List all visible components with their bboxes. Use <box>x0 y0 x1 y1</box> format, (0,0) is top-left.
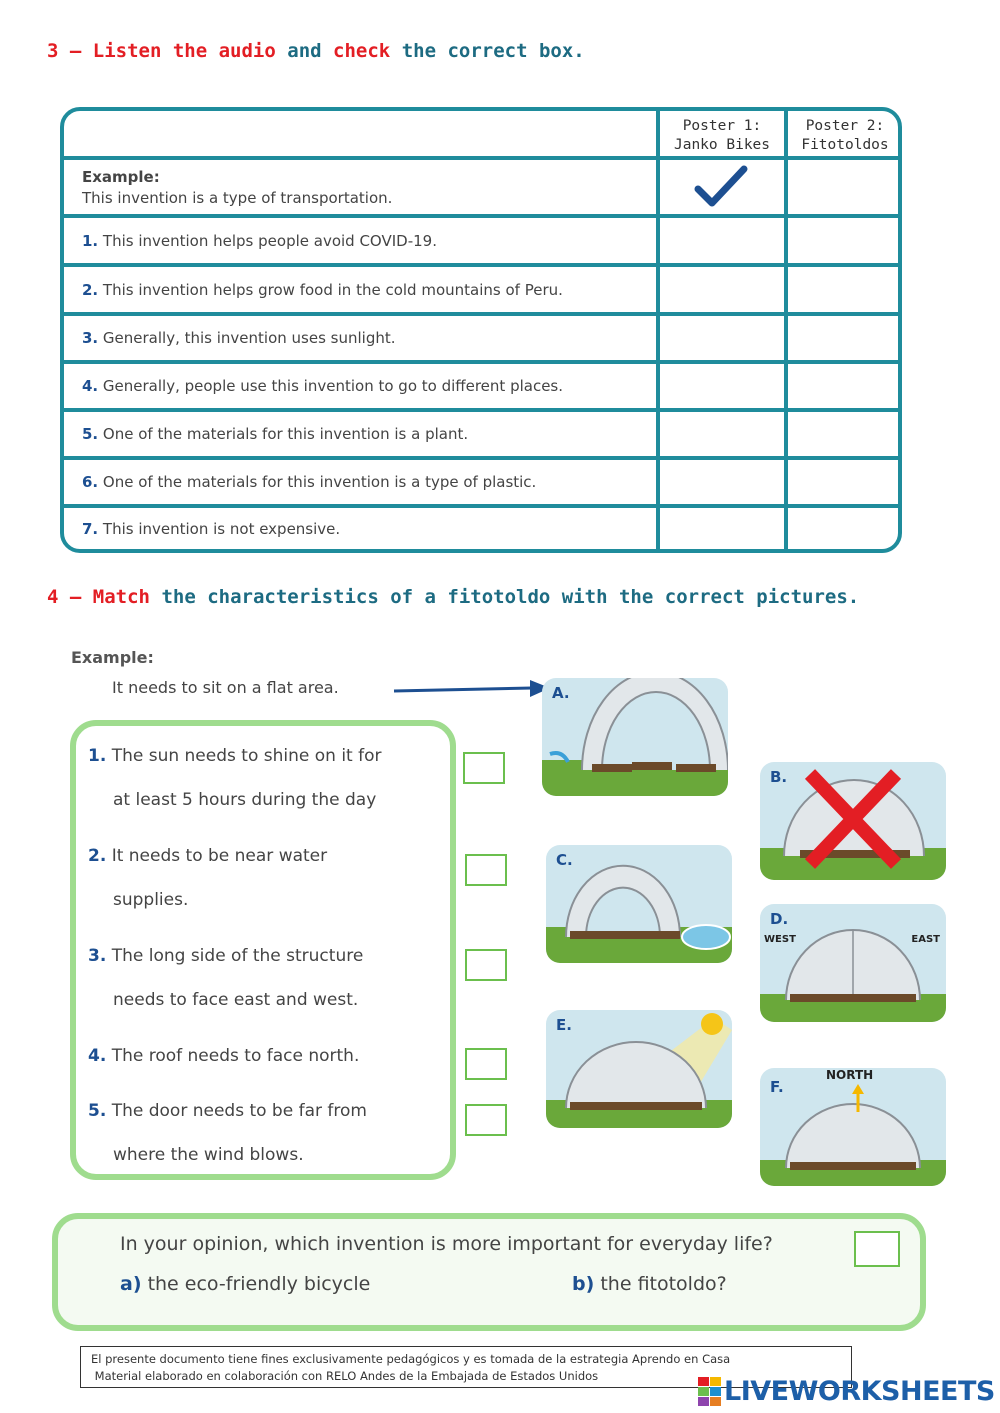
row-statement <box>82 425 648 443</box>
picture-a-letter: A. <box>552 684 570 702</box>
header-poster-1-line2: Janko Bikes <box>673 137 771 153</box>
opinion-option-b-label: b) <box>572 1273 595 1295</box>
section-4-heading <box>47 586 859 608</box>
match-item-line-2: needs to face east and west. <box>113 990 359 1010</box>
section-3-word-listen: Listen the audio <box>92 40 276 62</box>
example-label: Example: <box>82 168 160 186</box>
example-cell <box>82 167 648 209</box>
picture-d-letter: D. <box>770 910 789 928</box>
section-3-word-check: check <box>333 40 391 62</box>
row-text: Generally, people use this invention to go to different places. <box>102 377 564 395</box>
header-poster-1 <box>656 111 784 156</box>
greenhouse-north-icon <box>760 1068 946 1186</box>
checkmark-icon <box>692 163 752 213</box>
section-3-word-rest: the correct box. <box>401 40 585 62</box>
check-cell-poster-2[interactable] <box>784 412 902 456</box>
example-check-poster-1[interactable] <box>656 160 784 214</box>
row-number: 2. <box>82 280 99 299</box>
row-text: This invention is not expensive. <box>102 519 341 538</box>
row-text: One of the materials for this invention is a type of plastic. <box>102 473 537 491</box>
row-number: 1. <box>82 231 99 250</box>
footer-line-1: El presente documento tiene fines exclusivamente pedagógicos y es tomada de la estrategia Aprendo en Casa <box>91 1352 731 1366</box>
picture-d <box>760 904 946 1022</box>
row-statement <box>82 281 648 299</box>
match-item-line-1: The long side of the structure <box>111 946 364 966</box>
check-cell-poster-2[interactable] <box>784 364 902 408</box>
match-item-line-2: at least 5 hours during the day <box>113 790 377 810</box>
row-number: 4. <box>82 377 99 395</box>
match-item <box>88 1034 413 1078</box>
check-cell-poster-2[interactable] <box>784 508 902 553</box>
example-text: This invention is a type of transportation. <box>82 189 393 207</box>
picture-f <box>760 1068 946 1186</box>
header-poster-1-line1: Poster 1: <box>682 118 762 134</box>
match-item-line-1: It needs to be near water <box>111 846 328 866</box>
answer-box-5[interactable] <box>465 1104 507 1136</box>
table-row <box>64 508 898 553</box>
row-text: Generally, this invention uses sunlight. <box>102 329 396 347</box>
table-row <box>64 364 898 412</box>
liveworksheets-brand: LIVEWORKSHEETS <box>724 1376 995 1407</box>
table-row <box>64 412 898 460</box>
section-3-number: 3 – <box>47 40 82 62</box>
row-statement <box>82 377 648 395</box>
example-check-poster-2[interactable] <box>784 160 902 214</box>
opinion-option-b <box>572 1273 727 1295</box>
match-item <box>88 934 413 1022</box>
table-row <box>64 316 898 364</box>
match-item-line-1: The roof needs to face north. <box>111 1046 360 1066</box>
picture-f-letter: F. <box>770 1078 784 1096</box>
answer-box-4[interactable] <box>465 1048 507 1080</box>
footer-line-2: Material elaborado en colaboración con RELO Andes de la Embajada de Estados Unidos <box>91 1369 599 1383</box>
header-poster-2-line2: Fitotoldos <box>801 137 889 153</box>
opinion-option-b-text: the fitotoldo? <box>600 1273 727 1295</box>
section-3-heading <box>47 40 585 62</box>
table-row <box>64 267 898 316</box>
row-number: 3. <box>82 329 99 347</box>
greenhouse-wind-icon <box>760 762 946 880</box>
row-text: This invention helps grow food in the cold mountains of Peru. <box>102 280 563 299</box>
greenhouse-front-icon <box>760 904 946 1022</box>
header-poster-2-line1: Poster 2: <box>805 118 885 134</box>
row-number: 6. <box>82 473 99 491</box>
picture-d-west-label: WEST <box>764 934 796 945</box>
answer-box-3[interactable] <box>465 949 507 981</box>
check-cell-poster-1[interactable] <box>656 460 784 504</box>
greenhouse-sun-icon <box>546 1010 732 1128</box>
picture-d-east-label: EAST <box>911 934 940 945</box>
match-item-line-2: where the wind blows. <box>113 1145 304 1165</box>
opinion-question: In your opinion, which invention is more important for everyday life? <box>120 1233 773 1255</box>
section-3-word-and: and <box>287 40 322 62</box>
match-example-text: It needs to sit on a flat area. <box>112 678 339 697</box>
check-cell-poster-1[interactable] <box>656 364 784 408</box>
match-item-number: 5. <box>88 1101 107 1121</box>
opinion-option-a-label: a) <box>120 1273 142 1295</box>
picture-a <box>542 678 728 796</box>
row-statement <box>82 329 648 347</box>
check-cell-poster-1[interactable] <box>656 218 784 263</box>
row-number: 5. <box>82 425 99 443</box>
opinion-option-a <box>120 1273 370 1295</box>
match-item-number: 2. <box>88 846 107 866</box>
match-example-label: Example: <box>71 648 154 667</box>
match-item-line-2: supplies. <box>113 890 189 910</box>
opinion-option-a-text: the eco-friendly bicycle <box>147 1273 371 1295</box>
picture-b-letter: B. <box>770 768 788 786</box>
row-statement <box>82 232 648 250</box>
answer-box-2[interactable] <box>465 854 507 886</box>
greenhouse-water-icon <box>546 845 732 963</box>
greenhouse-icon <box>542 678 728 796</box>
match-item-number: 1. <box>88 746 107 766</box>
header-poster-2 <box>784 111 902 156</box>
picture-e-letter: E. <box>556 1016 572 1034</box>
match-item-number: 3. <box>88 946 107 966</box>
match-item-line-1: The sun needs to shine on it for <box>111 746 382 766</box>
picture-b <box>760 762 946 880</box>
section-4-word-rest: the characteristics of a fitotoldo with the correct pictures. <box>161 586 860 608</box>
check-cell-poster-1[interactable] <box>656 267 784 312</box>
check-cell-poster-2[interactable] <box>784 218 902 263</box>
check-cell-poster-1[interactable] <box>656 508 784 553</box>
opinion-answer-box[interactable] <box>854 1231 900 1267</box>
match-item <box>88 1089 413 1177</box>
picture-c-letter: C. <box>556 851 573 869</box>
check-cell-poster-2[interactable] <box>784 267 902 312</box>
picture-f-north-label: NORTH <box>826 1068 874 1082</box>
table-row <box>64 460 898 508</box>
match-item <box>88 834 413 922</box>
section-4-word-match: Match <box>92 586 150 608</box>
answer-box-1[interactable] <box>463 752 505 784</box>
lws-logo-icon <box>698 1377 722 1407</box>
row-text: This invention helps people avoid COVID-19. <box>102 231 437 250</box>
check-cell-poster-2[interactable] <box>784 316 902 360</box>
liveworksheets-logo <box>698 1376 995 1407</box>
table-row <box>64 218 898 267</box>
table-header-row <box>64 111 898 160</box>
check-table <box>60 107 902 553</box>
row-number: 7. <box>82 519 99 538</box>
row-statement <box>82 473 648 491</box>
check-cell-poster-2[interactable] <box>784 460 902 504</box>
arrow-right-icon <box>392 678 552 702</box>
match-item-line-1: The door needs to be far from <box>111 1101 367 1121</box>
section-4-number: 4 – <box>47 586 82 608</box>
check-cell-poster-1[interactable] <box>656 316 784 360</box>
row-statement <box>82 520 648 538</box>
row-text: One of the materials for this invention is a plant. <box>102 425 469 443</box>
table-row-example <box>64 160 898 218</box>
picture-e <box>546 1010 732 1128</box>
check-cell-poster-1[interactable] <box>656 412 784 456</box>
match-item-number: 4. <box>88 1046 107 1066</box>
picture-c <box>546 845 732 963</box>
match-item <box>88 734 413 822</box>
opinion-box <box>52 1213 926 1331</box>
